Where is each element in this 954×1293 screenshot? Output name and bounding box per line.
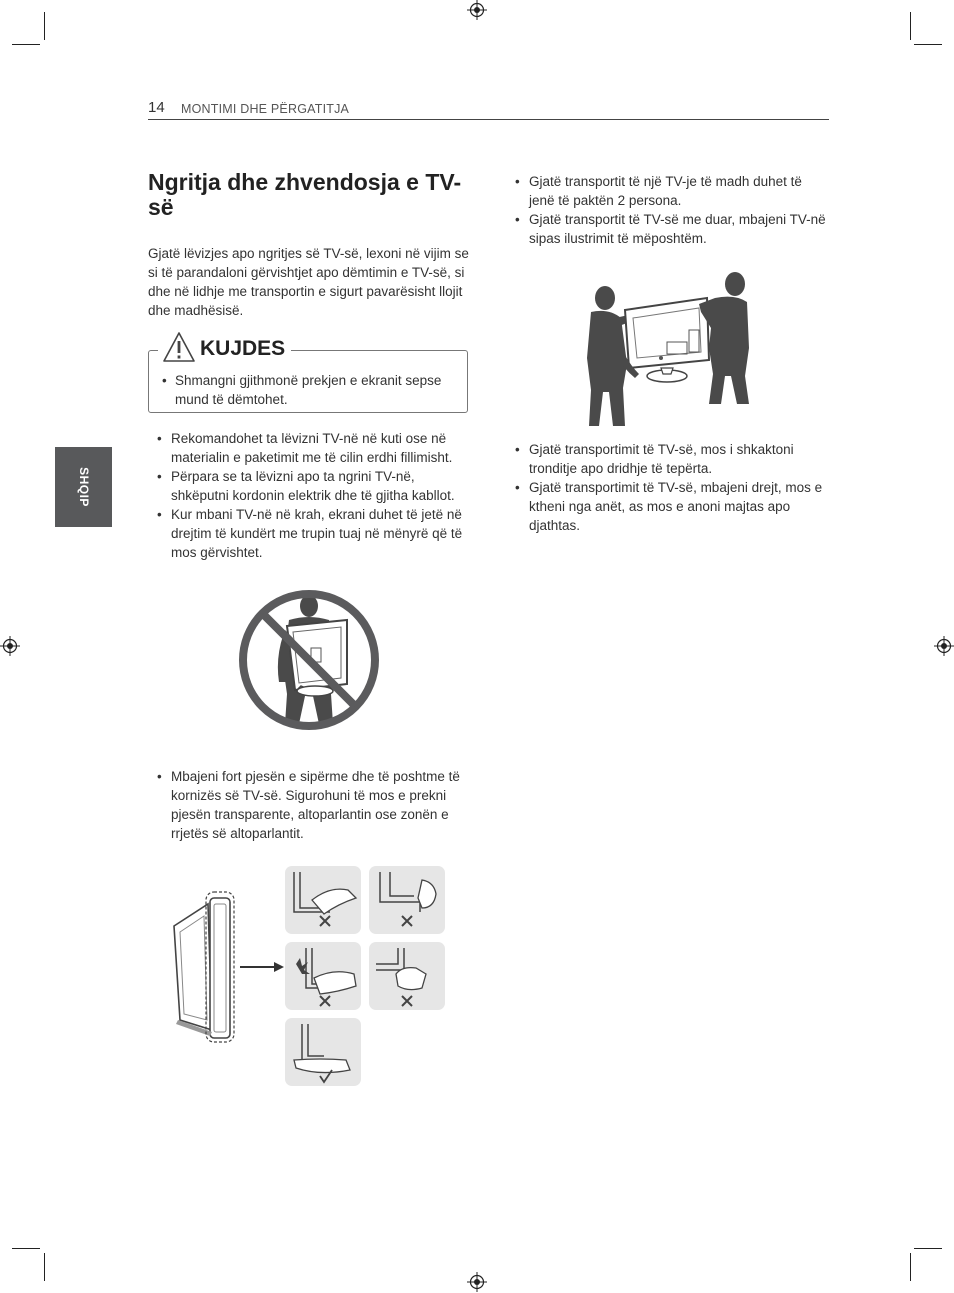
registration-mark-icon (467, 0, 487, 20)
caution-list (162, 371, 462, 409)
list-item: • Gjatë transportit të një TV-je të madh duhet të jenë të paktën 2 persona. (515, 172, 831, 210)
registration-mark-icon (467, 1272, 487, 1292)
grip-panel-wrong-2 (369, 866, 445, 934)
crop-mark (910, 12, 911, 40)
right-bullet-list-1 (515, 172, 831, 248)
language-tab-label: SHQIP (76, 467, 91, 507)
page-title: Ngritja dhe zhvendosja e TV-së (148, 169, 462, 220)
grip-panel-wrong-4 (369, 942, 445, 1010)
list-item: • Rekomandohet ta lëvizni TV-në në kuti ose në materialin e paketimit me të cilin erdhi fillimisht. (157, 429, 473, 467)
tv-frame-grip-diagram (170, 864, 450, 1092)
language-tab (55, 447, 112, 527)
right-bullet-list-2 (515, 440, 831, 535)
caution-header (158, 327, 291, 363)
crop-mark (44, 12, 45, 40)
running-title: MONTIMI DHE PËRGATITJA (181, 102, 350, 116)
header-rule (148, 119, 829, 120)
warning-triangle-icon (162, 331, 196, 363)
crop-mark (12, 1248, 40, 1249)
prohibited-carry-illustration (235, 586, 383, 734)
left-bullet-list-2 (157, 767, 473, 843)
crop-mark (910, 1253, 911, 1281)
left-bullet-list-1 (157, 429, 473, 562)
list-item: • Kur mbani TV-në në krah, ekrani duhet të jetë në drejtim të kundërt me trupin tuaj në mënyrë që të mos gërvishtet. (157, 505, 473, 562)
crop-mark (914, 1248, 942, 1249)
grip-panel-correct (285, 1018, 361, 1086)
two-person-carry-illustration (585, 268, 751, 430)
crop-mark (12, 44, 40, 45)
list-item: • Gjatë transportimit të TV-së, mos i shkaktoni tronditje apo dridhje të tepërta. (515, 440, 831, 478)
page-number: 14 (148, 99, 165, 116)
crop-mark (44, 1253, 45, 1281)
crop-mark (914, 44, 942, 45)
list-item: • Gjatë transportimit të TV-së, mbajeni drejt, mos e ktheni nga anët, as mos e anoni majtas apo djathtas. (515, 478, 831, 535)
list-item: • Gjatë transportit të TV-së me duar, mbajeni TV-në sipas ilustrimit të mëposhtëm. (515, 210, 831, 248)
intro-paragraph: Gjatë lëvizjes apo ngritjes së TV-së, lexoni në vijim se si të parandaloni gërvishtjet apo dëmtimin e TV-së, si dhe në lidhje me transportin e sigurt pavarësisht llojit dhe madhësisë. (148, 246, 469, 318)
caution-label: KUJDES (200, 337, 286, 360)
grip-panel-wrong-1 (285, 866, 361, 934)
tv-side-view-icon (174, 892, 234, 1042)
list-item: • Përpara se ta lëvizni apo ta ngrini TV-në, shkëputni kordonin elektrik dhe të gjitha kabllot. (157, 467, 473, 505)
caution-item: • Shmangni gjithmonë prekjen e ekranit sepse mund të dëmtohet. (162, 371, 462, 409)
registration-mark-icon (934, 636, 954, 656)
registration-mark-icon (0, 636, 20, 656)
list-item: • Mbajeni fort pjesën e sipërme dhe të poshtme të kornizës së TV-së. Sigurohuni të mos e prekni pjesën transparente, altoparlantin ose zonën e rrjetës së altoparlantit. (157, 767, 473, 843)
tv-icon (625, 298, 709, 382)
grip-panel-wrong-3 (285, 942, 361, 1010)
